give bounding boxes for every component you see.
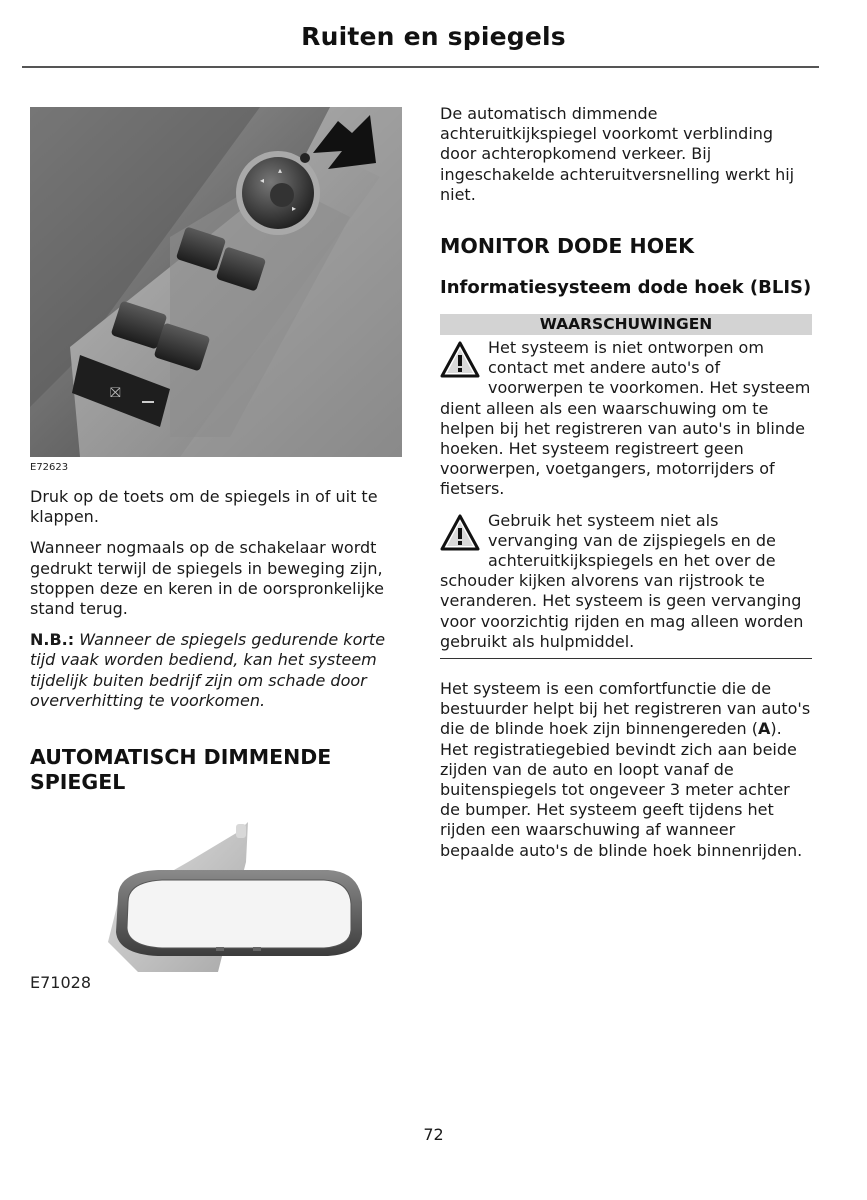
warning-text-1: Het systeem is niet ontworpen om contact met andere auto's of voorwerpen te voorkomen. Het systeem dient alleen als een waarschuwing om te helpen bij het registreren van auto's in blinde hoeken. Het systeem registreert geen voorwerpen, voetgangers, motorrijders of fietsers. — [440, 338, 811, 499]
blis-text-after: ). Het registratiegebied bevindt zich aan beide zijden van de auto en loopt vanaf de buitenspiegels tot ongeveer 3 meter achter de bumper. Het systeem geeft tijdens het rijden een waarschuwing af wanneer bepaalde auto's de blinde hoek binnenrijden. — [440, 719, 803, 860]
svg-text:◂: ◂ — [260, 176, 265, 185]
svg-text:▴: ▴ — [278, 166, 283, 175]
blis-text-before: Het systeem is een comfortfunctie die de bestuurder helpt bij het registreren van auto's die de blinde hoek zijn binnengereden ( — [440, 679, 811, 739]
para-blis-description — [440, 679, 812, 861]
note-paragraph — [30, 630, 405, 711]
para-switch-again: Wanneer nogmaals op de schakelaar wordt gedrukt terwijl de spiegels in beweging zijn, stoppen deze en keren in de oorspronkelijke stand terug. — [30, 538, 384, 619]
door-switch-illustration — [30, 107, 402, 457]
title-divider — [22, 66, 819, 68]
warnings-header: WAARSCHUWINGEN — [440, 314, 812, 335]
rearview-mirror-figure — [98, 822, 373, 982]
para-fold-mirrors: Druk op de toets om de spiegels in of uit te klappen. — [30, 487, 378, 527]
para-auto-dimming-intro: De automatisch dimmende achteruitkijkspiegel voorkomt verblinding door achteropkomend verkeer. Bij ingeschakelde achteruitversnelling werkt hij niet. — [440, 104, 795, 204]
svg-text:⛝: ⛝ — [110, 385, 121, 401]
warning-text-2: Gebruik het systeem niet als vervanging van de zijspiegels en de achteruitkijkspiegels en het over de schouder kijken alvorens van rijstrook te veranderen. Het systeem is geen vervanging voor voorzichtig rijden en mag alleen worden gebruikt als hulpmiddel. — [440, 510, 804, 651]
warnings-end-divider — [440, 658, 812, 659]
figure-code-e71028: E71028 — [30, 973, 92, 992]
warning-item-1 — [440, 338, 812, 500]
page-number: 72 — [423, 1125, 444, 1144]
warning-triangle-icon — [440, 340, 480, 380]
right-column — [440, 104, 812, 861]
warning-item-2 — [440, 511, 812, 652]
sub-heading-blis: Informatiesysteem dode hoek (BLIS) — [440, 277, 812, 299]
door-switch-figure — [30, 107, 402, 457]
rearview-mirror-illustration — [98, 822, 373, 982]
figure-code-e72623: E72623 — [30, 462, 69, 473]
blis-ref-a: A — [757, 719, 771, 739]
left-column — [30, 487, 405, 795]
note-text: Wanneer de spiegels gedurende korte tijd vaak worden bediend, kan het systeem tijdelijk buiten bedrijf zijn om schade door oververhitting te voorkomen. — [30, 630, 386, 710]
section-heading-auto-dimming: AUTOMATISCH DIMMENDE SPIEGEL — [30, 745, 332, 795]
page-title: Ruiten en spiegels — [301, 22, 566, 51]
note-label: N.B.: — [30, 630, 75, 650]
section-heading-blind-spot: MONITOR DODE HOEK — [440, 234, 695, 259]
warning-triangle-icon — [440, 513, 480, 553]
svg-text:▸: ▸ — [292, 204, 297, 213]
